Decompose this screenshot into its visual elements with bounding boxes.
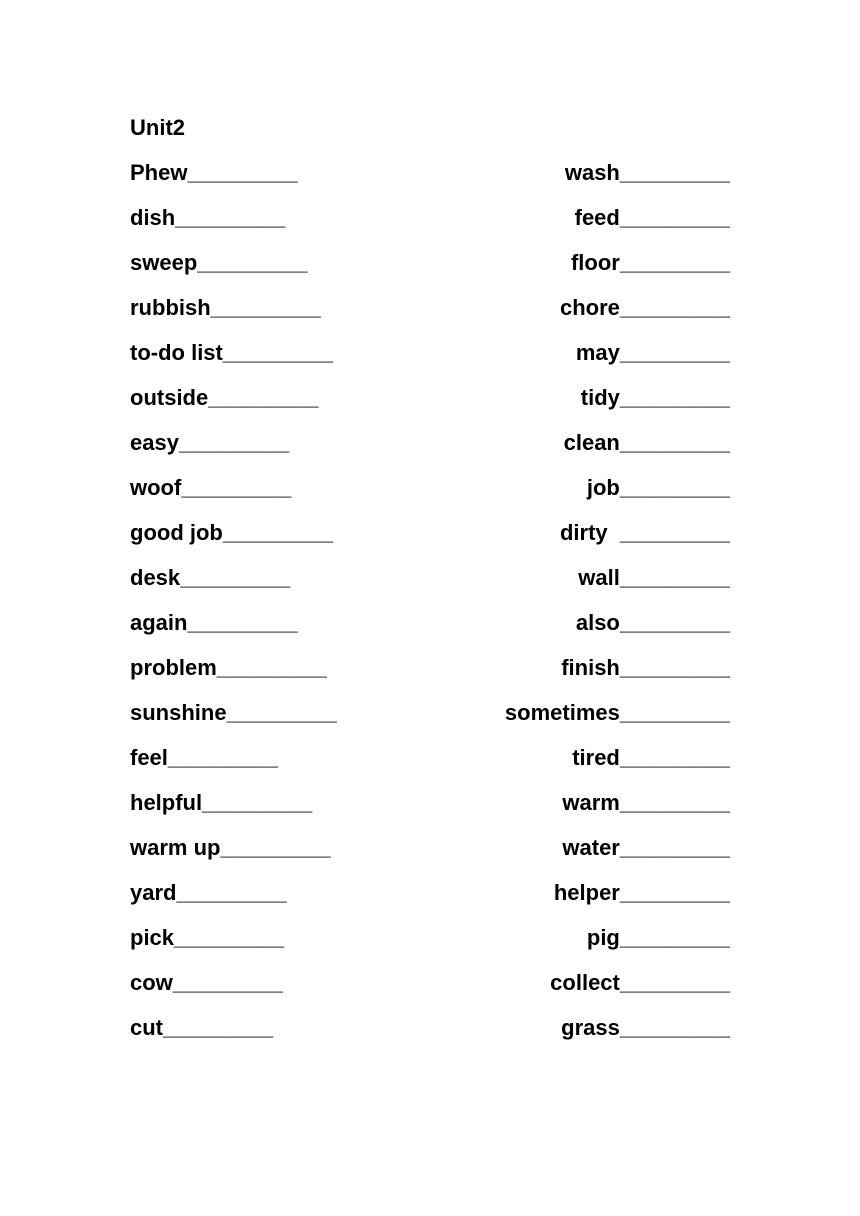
vocab-word: floor xyxy=(570,250,620,275)
vocab-word: pick xyxy=(130,925,175,950)
vocab-word: good job xyxy=(130,520,223,545)
answer-blank: _________ xyxy=(619,160,730,185)
right-vocab-item xyxy=(560,294,730,322)
answer-blank: _________ xyxy=(619,925,730,950)
answer-blank: _________ xyxy=(167,745,279,770)
vocab-word: feed xyxy=(574,205,620,230)
answer-blank: _________ xyxy=(187,610,298,635)
answer-blank: _________ xyxy=(197,250,308,275)
vocab-word: sweep xyxy=(130,250,198,275)
vocab-word: water xyxy=(562,835,620,860)
left-vocab-item xyxy=(130,834,331,862)
vocab-word: pig xyxy=(586,925,620,950)
vocab-word: problem xyxy=(130,655,217,680)
left-vocab-item xyxy=(130,969,283,997)
right-vocab-item xyxy=(561,1014,730,1042)
left-vocab-item xyxy=(130,519,333,547)
left-vocab-item xyxy=(130,1014,273,1042)
vocab-word: wall xyxy=(578,565,620,590)
vocab-word: woof xyxy=(130,475,182,500)
answer-blank: _________ xyxy=(176,880,287,905)
vocab-word: helpful xyxy=(130,790,203,815)
answer-blank: _________ xyxy=(619,430,730,455)
answer-blank: _________ xyxy=(619,835,730,860)
vocab-word: again xyxy=(130,610,188,635)
vocab-word: also xyxy=(575,610,620,635)
answer-blank: _________ xyxy=(172,970,283,995)
vocab-word: easy xyxy=(130,430,179,455)
vocab-word: may xyxy=(575,340,620,365)
right-vocab-item xyxy=(505,699,730,727)
vocab-word: yard xyxy=(130,880,177,905)
vocab-word: job xyxy=(586,475,620,500)
answer-blank: _________ xyxy=(619,340,730,365)
right-vocab-item xyxy=(564,429,730,457)
answer-blank: _________ xyxy=(216,655,327,680)
answer-blank: _________ xyxy=(220,835,331,860)
answer-blank: _________ xyxy=(222,340,333,365)
page-title: Unit2 xyxy=(130,115,185,140)
answer-blank: _________ xyxy=(619,205,730,230)
left-vocab-item xyxy=(130,564,290,592)
vocab-word: Phew xyxy=(130,160,188,185)
vocab-word: grass xyxy=(561,1015,620,1040)
answer-blank: _________ xyxy=(619,565,730,590)
left-vocab-item xyxy=(130,204,285,232)
right-vocab-item xyxy=(560,519,730,547)
answer-blank: _________ xyxy=(163,1015,274,1040)
vocab-word: cut xyxy=(130,1015,163,1040)
left-vocab-item xyxy=(130,474,291,502)
right-vocab-item xyxy=(581,384,730,412)
answer-blank: _________ xyxy=(208,385,319,410)
left-vocab-item xyxy=(130,249,307,277)
answer-blank: _________ xyxy=(180,565,291,590)
answer-blank: _________ xyxy=(174,925,285,950)
vocab-word: warm xyxy=(562,790,620,815)
vocab-word: wash xyxy=(564,160,620,185)
right-vocab-item xyxy=(587,924,730,952)
vocab-word: cow xyxy=(130,970,173,995)
vocab-word: sunshine xyxy=(130,700,227,725)
vocab-word: finish xyxy=(561,655,620,680)
left-vocab-item xyxy=(130,654,327,682)
vocab-word: tidy xyxy=(580,385,620,410)
right-vocab-item xyxy=(578,564,730,592)
right-vocab-item xyxy=(575,204,730,232)
answer-blank: _________ xyxy=(619,475,730,500)
vocab-word: clean xyxy=(563,430,620,455)
right-vocab-item xyxy=(554,879,730,907)
right-vocab-item xyxy=(562,834,730,862)
right-vocab-item xyxy=(561,654,730,682)
vocab-word: desk xyxy=(130,565,181,590)
answer-blank: _________ xyxy=(175,205,286,230)
answer-blank: _________ xyxy=(619,520,730,545)
answer-blank: _________ xyxy=(619,1015,730,1040)
answer-blank: _________ xyxy=(181,475,292,500)
vocab-word: sometimes xyxy=(504,700,620,725)
left-vocab-item xyxy=(130,879,287,907)
answer-blank: _________ xyxy=(619,970,730,995)
vocab-word: chore xyxy=(559,295,620,320)
vocab-word: outside xyxy=(130,385,209,410)
answer-blank: _________ xyxy=(619,385,730,410)
answer-blank: _________ xyxy=(202,790,313,815)
answer-blank: _________ xyxy=(619,880,730,905)
vocab-word: helper xyxy=(553,880,620,905)
answer-blank: _________ xyxy=(619,250,730,275)
answer-blank: _________ xyxy=(619,745,730,770)
answer-blank: _________ xyxy=(619,295,730,320)
right-vocab-item xyxy=(562,789,730,817)
vocab-word: rubbish xyxy=(130,295,211,320)
left-vocab-item xyxy=(130,699,337,727)
right-vocab-item xyxy=(572,744,730,772)
left-vocab-item xyxy=(130,384,318,412)
left-vocab-item xyxy=(130,294,321,322)
answer-blank: _________ xyxy=(187,160,298,185)
answer-blank: _________ xyxy=(619,700,730,725)
right-vocab-item xyxy=(576,339,730,367)
right-vocab-item xyxy=(565,159,730,187)
vocab-word: collect xyxy=(550,970,620,995)
left-vocab-item xyxy=(130,159,298,187)
answer-blank: _________ xyxy=(222,520,333,545)
answer-blank: _________ xyxy=(619,655,730,680)
answer-blank: _________ xyxy=(210,295,321,320)
right-vocab-item xyxy=(576,609,730,637)
answer-blank: _________ xyxy=(619,610,730,635)
left-vocab-item xyxy=(130,609,298,637)
vocab-word: feel xyxy=(130,745,168,770)
answer-blank: _________ xyxy=(619,790,730,815)
vocab-word: tired xyxy=(572,745,620,770)
left-vocab-item xyxy=(130,789,312,817)
left-vocab-item xyxy=(130,924,284,952)
vocab-word: dirty xyxy=(559,520,620,545)
right-vocab-item xyxy=(587,474,730,502)
vocab-word: warm up xyxy=(130,835,221,860)
answer-blank: _________ xyxy=(178,430,290,455)
left-vocab-item xyxy=(130,744,278,772)
answer-blank: _________ xyxy=(226,700,337,725)
left-vocab-item xyxy=(130,339,333,367)
right-vocab-item xyxy=(571,249,730,277)
right-vocab-item xyxy=(550,969,730,997)
left-vocab-item xyxy=(130,429,289,457)
vocab-word: to-do list xyxy=(130,340,223,365)
vocab-word: dish xyxy=(130,205,176,230)
